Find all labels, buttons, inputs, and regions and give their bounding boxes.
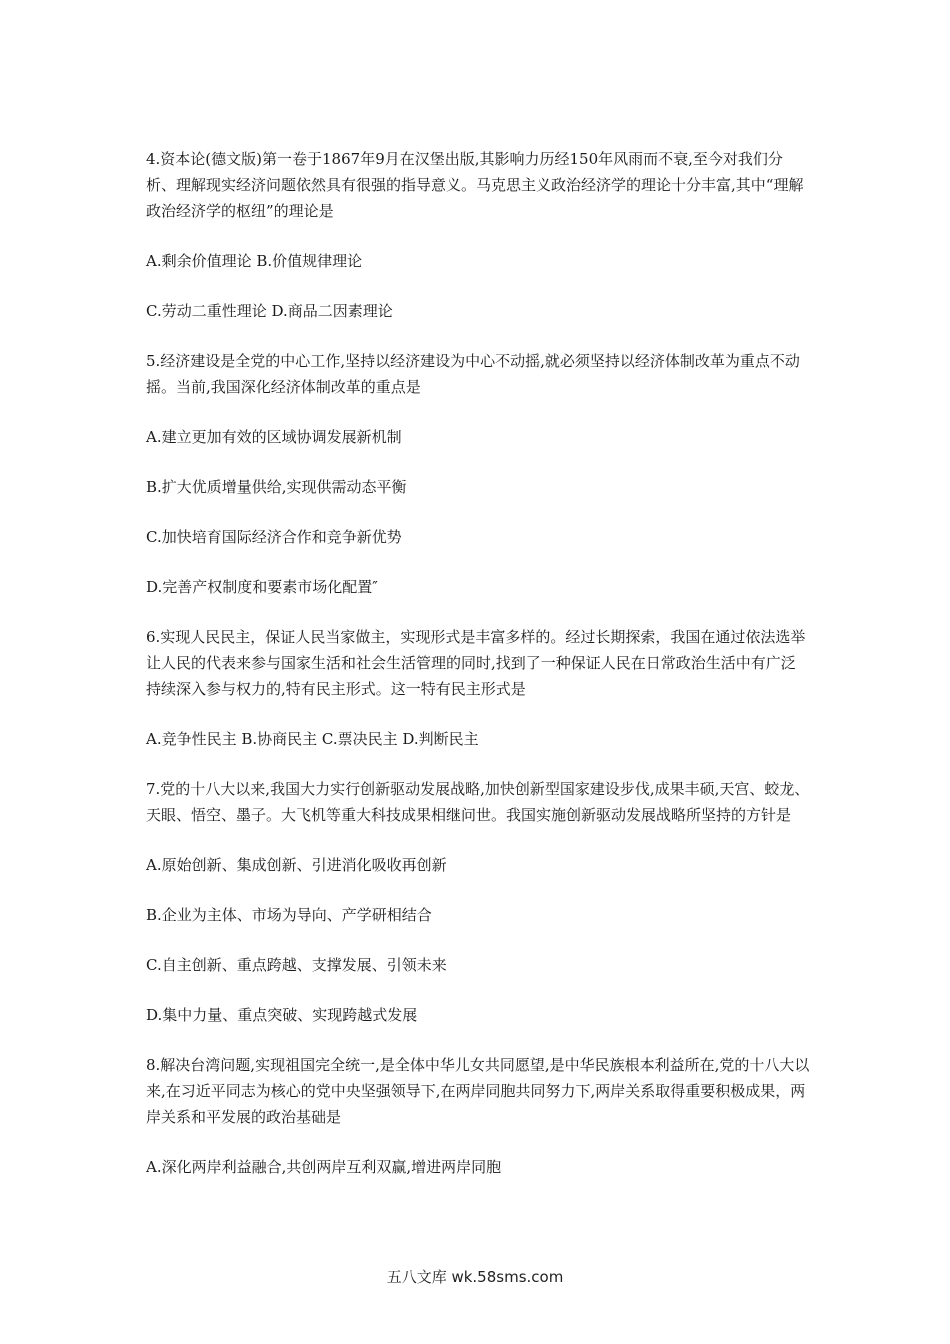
- question-4: [146, 146, 810, 324]
- question-7-option-b: B.企业为主体、市场为导向、产学研相结合: [146, 906, 432, 924]
- question-7-option-c: C.自主创新、重点跨越、支撑发展、引领未来: [146, 956, 447, 974]
- question-6-stem: 6.实现人民民主，保证人民当家做主，实现形式是丰富多样的。经过长期探索，我国在通过依法选举让人民的代表来参与国家生活和社会生活管理的同时,找到了一种保证人民在日常政治生活中有广泛持续深入参与权力的,特有民主形式。这一特有民主形式是: [146, 628, 806, 698]
- question-4-option-line-1: A.剩余价值理论 B.价值规律理论: [146, 252, 363, 270]
- question-7-option-a: A.原始创新、集成创新、引进消化吸收再创新: [146, 856, 447, 874]
- question-7: [146, 776, 810, 1028]
- question-5-option-a: A.建立更加有效的区域协调发展新机制: [146, 428, 402, 446]
- question-8: [146, 1052, 810, 1180]
- question-6: [146, 624, 810, 752]
- footer-watermark: 五八文库 wk.58sms.com: [386, 1268, 564, 1286]
- question-5-option-d: D.完善产权制度和要素市场化配置″: [146, 578, 378, 596]
- question-5: [146, 348, 810, 600]
- question-5-option-b: B.扩大优质增量供给,实现供需动态平衡: [146, 478, 407, 496]
- question-5-option-c: C.加快培育国际经济合作和竞争新优势: [146, 528, 402, 546]
- question-6-options: A.竞争性民主 B.协商民主 C.票决民主 D.判断民主: [146, 730, 479, 748]
- question-7-stem: 7.党的十八大以来,我国大力实行创新驱动发展战略,加快创新型国家建设步伐,成果丰硕,天宫、蛟龙、天眼、悟空、墨子。大飞机等重大科技成果相继问世。我国实施创新驱动发展战略所坚持的方针是: [146, 780, 810, 824]
- question-7-option-d: D.集中力量、重点突破、实现跨越式发展: [146, 1006, 418, 1024]
- question-5-stem: 5.经济建设是全党的中心工作,坚持以经济建设为中心不动摇,就必须坚持以经济体制改革为重点不动摇。当前,我国深化经济体制改革的重点是: [146, 352, 800, 396]
- question-4-stem: 4.资本论(德文版)第一卷于1867年9月在汉堡出版,其影响力历经150年风雨而不衰,至今对我们分析、理解现实经济问题依然具有很强的指导意义。马克思主义政治经济学的理论十分丰富,其中“理解政治经济学的枢纽”的理论是: [146, 150, 804, 220]
- question-list: [146, 146, 810, 1180]
- question-8-stem: 8.解决台湾问题,实现祖国完全统一,是全体中华儿女共同愿望,是中华民族根本利益所在,党的十八大以来,在习近平同志为核心的党中央坚强领导下,在两岸同胞共同努力下,两岸关系取得重要积极成果，两岸关系和平发展的政治基础是: [146, 1056, 810, 1126]
- question-8-option-a: A.深化两岸利益融合,共创两岸互利双赢,增进两岸同胞: [146, 1158, 502, 1176]
- question-4-option-line-2: C.劳动二重性理论 D.商品二因素理论: [146, 302, 393, 320]
